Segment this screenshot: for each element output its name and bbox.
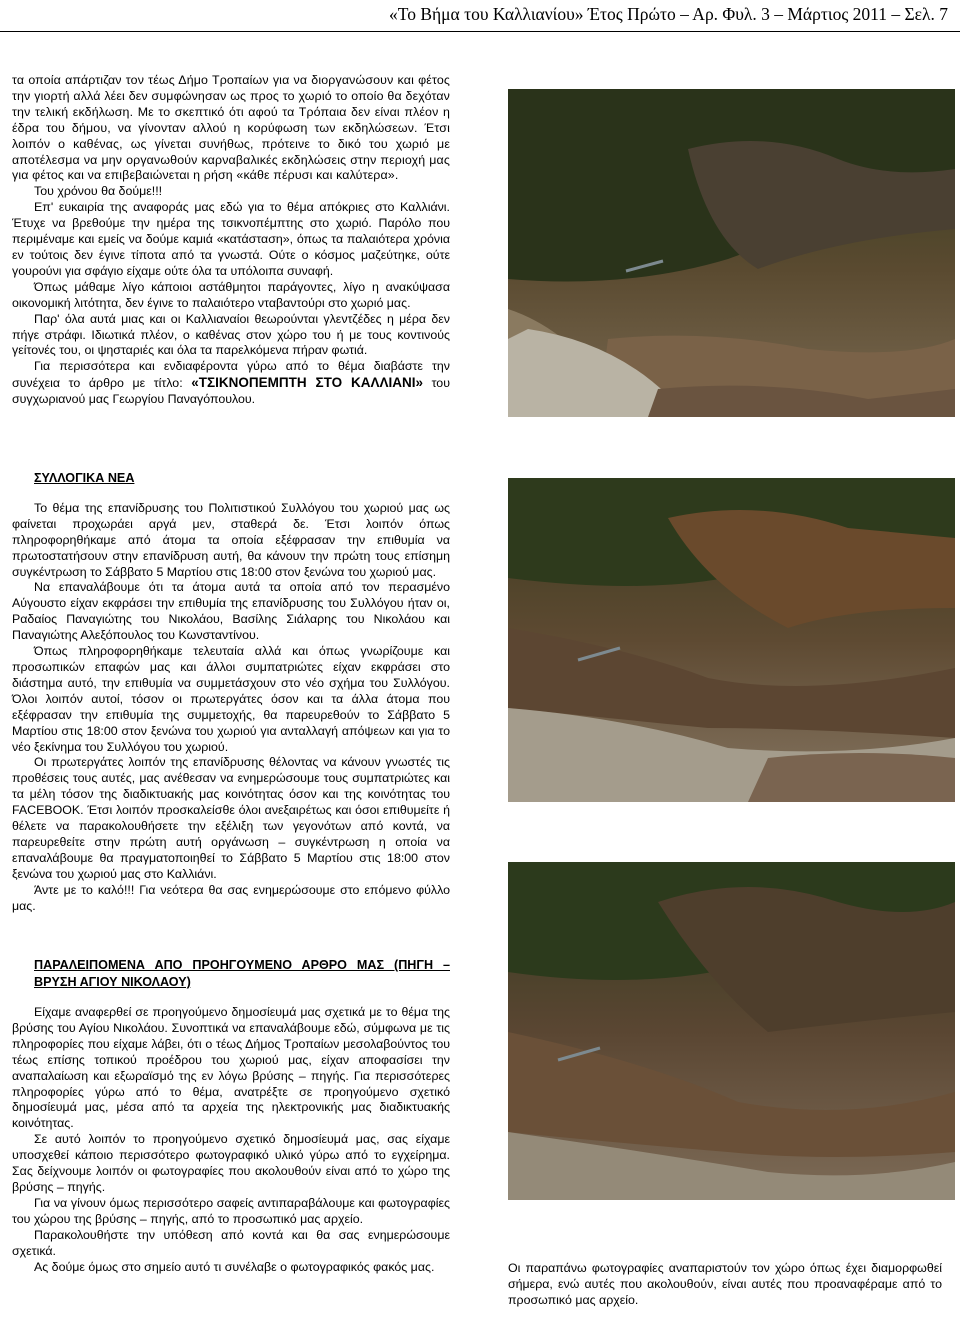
intro-paragraph: Του χρόνου θα δούμε!!!	[34, 184, 163, 199]
paraleipomena-paragraph: Είχαμε αναφερθεί σε προηγούμενο δημοσίευμά μας σχετικά με το θέμα της βρύσης του Αγίου Νικολάου. Συνοπτικά να επαναλάβουμε εδώ, σύμφωνα με τις πληροφορίες που είχαμε λάβει, ότι ο τέως Δήμος Τροπαίων μεσολαβούντος του τέως επίσης τοπικού προέδρου του χωριού μας, είχαν αποφασίσει την αναπαλαίωση και εξωραϊσμό της εν λόγω βρύσης – πηγής. Για περισσότερες πληροφορίες γύρω από το θέμα, ανατρέξτε σε προηγούμενο σχετικό δημοσίευμά μας, μέσα από τα αρχεία της ηλεκτρονικής μας διαδικτυακής κοινότητας.	[12, 1005, 450, 1131]
paraleipomena-paragraph: Ας δούμε όμως στο σημείο αυτό τι συνέλαβε ο φωτογραφικός φακός μας.	[34, 1259, 435, 1274]
syllogika-paragraph: Οι πρωτεργάτες λοιπόν της επανίδρυσης θέλοντας να κάνουν γνωστές τις προθέσεις τους αυτές, μας ανέθεσαν να ενημερώσουμε τους συμπατριώτες και τα μέλη τόσον της διαδικτυακής μας κοινότητας όσον και της κοινότητας του FACEBOOK. Έτσι λοιπόν προσκαλείσθε όλοι ανεξαιρέτως και όσοι επιθυμείτε ή θέλετε να παρακολουθήσετε την εξέλιξη των γεγονότων από κοντά, να παρευρεθείτε στην πρώτη αυτή οργάνωση – συγκέντρωση η οποία να επαναλάβουμε θα πραγματοποιηθεί το Σάββατο 5 Μαρτίου στις 18:00 στον ξενώνα του χωριού μας στο Καλλιάνι.	[12, 755, 450, 881]
intro-paragraph	[12, 359, 450, 408]
header-rule	[0, 31, 960, 32]
article-title-link: «ΤΣΙΚΝΟΠΕΜΠΤΗ ΣΤΟ ΚΑΛΛΙΑΝΙ»	[191, 375, 423, 391]
intro-text: Για περισσότερα και ενδιαφέροντα γύρω από το θέμα διαβάστε την συνέχεια το άρθρο με τίτλο:	[12, 359, 450, 391]
intro-text: του συγχωριανού μας Γεωργίου Παναγόπουλου.	[12, 376, 450, 407]
paraleipomena-paragraph: Παρακολουθήστε την υπόθεση από κοντά και θα σας ενημερώσουμε σχετικά.	[12, 1227, 450, 1258]
photo-caption: Οι παραπάνω φωτογραφίες αναπαριστούν τον χώρο όπως έχει διαμορφωθεί σήμερα, ενώ αυτές που ακολουθούν, είναι αυτές που προαναφέραμε από το προσωπικό μας αρχείο.	[508, 1261, 942, 1308]
intro-paragraph: Επ' ευκαιρία της αναφοράς μας εδώ για το θέμα απόκριες στο Καλλιάνι. Έτυχε να βρεθούμε την ημέρα της τσικνοπέμπτης στο χωριό. Παρόλο που περιμέναμε και εμείς να δούμε καμιά «κατάσταση», όπως τα παλαιότερα χρόνια εν τούτοις δεν έγινε τίποτα από τα γνωστά. Ούτε ο κόσμος μαζεύτηκε, ούτε γουρούνι για σφάγιο είχαμε ούτε όλα τα υπόλοιπα συναφή.	[12, 200, 450, 278]
paraleipomena-paragraph: Σε αυτό λοιπόν το προηγούμενο σχετικό δημοσίευμά μας, σας είχαμε υποσχεθεί κάποιο περισσότερο φωτογραφικό υλικό γύρω από το εγχείρημα. Σας δείχνουμε λοιπόν οι φωτογραφίες που ακολουθούν είναι από το χώρο της βρύσης – πηγής.	[12, 1132, 450, 1194]
photo-spring-1	[508, 89, 955, 417]
intro-paragraph: τα οποία απάρτιζαν τον τέως Δήμο Τροπαίων για να διοργανώσουν και φέτος την γιορτή αλλά λέει δεν συμφώνησαν ως προς το χωριό το οποίο θα δεχόταν την τελική εκδήλωση. Με το σκεπτικό ότι αφού τα Τρόπαια δεν είναι πλέον η έδρα του δήμου, να γίνονταν αλλού η κορύφωση των εκδηλώσεων. Έτσι λοιπόν ο καθένας, ως γίνεται συνήθως, πρότεινε το δικό του χωριό με αποτέλεσμα να μην οργανωθούν καρναβαλικές εκδηλώσεις στην περιοχή μας για φέτος και να επιβεβαιώνεται η ρήση «κάθε πέρυσι και καλύτερα».	[12, 73, 450, 183]
syllogika-paragraph: Να επαναλάβουμε ότι τα άτομα αυτά τα οποία από τον περασμένο Αύγουστο είχαν εκφράσει την επιθυμία της επανίδρυσης του Συλλόγου ήταν οι, Ραδαίος Παναγιώτης του Νικολάου, Βασίλης Σιάλαρης του Νικολάου και Παναγιώτης Αλεξόπουλος του Κωνσταντίνου.	[12, 580, 450, 643]
spacer	[12, 487, 450, 501]
section-heading: ΣΥΛΛΟΓΙΚΑ ΝΕΑ	[34, 471, 135, 485]
page-header: «Το Βήμα του Καλλιανίου» Έτος Πρώτο – Αρ. Φυλ. 3 – Μάρτιος 2011 – Σελ. 7	[388, 4, 948, 24]
syllogika-article	[12, 471, 450, 914]
paraleipomena-article	[12, 957, 450, 1275]
intro-paragraph: Όπως μάθαμε λίγο κάποιοι αστάθμητοι παράγοντες, λίγο η ανακύψασα οικονομική λιτότητα, δεν έγινε το παλαιότερο νταβαντούρι στο χωριό μας.	[12, 279, 450, 310]
intro-paragraph: Παρ' όλα αυτά μιας και οι Καλλιαναίοι θεωρούνται γλεντζέδες η μέρα δεν πήγε στράφι. Ιδιωτικά πλέον, ο καθένας στον χώρο του ή με τους κοντινούς γείτονές του, οι ψησταριές και όλα τα παρελκόμενα πήραν φωτιά.	[12, 311, 450, 358]
section-heading: ΠΑΡΑΛΕΙΠΟΜΕΝΑ ΑΠΟ ΠΡΟΗΓΟΥΜΕΝΟ ΑΡΘΡΟ ΜΑΣ (ΠΗΓΗ – ΒΡΥΣΗ ΑΓΙΟΥ ΝΙΚΟΛΑΟΥ)	[34, 958, 450, 989]
syllogika-paragraph: Το θέμα της επανίδρυσης του Πολιτιστικού Συλλόγου του χωριού μας ως φαίνεται προχωράει αργά μεν, σταθερά δε. Έτσι λοιπόν όπως πληροφορηθήκαμε από άτομα τα οποία εξέφρασαν την επιθυμία να πρωτοστατήσουν στην επανίδρυση αυτή, θα κάνουν την πρώτη τους επίσημη συγκέντρωση το Σάββατο 5 Μαρτίου στις 18:00 στον ξενώνα του χωριού μας.	[12, 500, 450, 579]
photo-spring-2	[508, 478, 955, 802]
syllogika-paragraph: Όπως πληροφορηθήκαμε τελευταία αλλά και όπως γνωρίζουμε και προσωπικών επαφών μας και άλλοι συμπατριώτες είχαν εκφράσει στο διάστημα αυτό, την επιθυμία να συμμετάσχουν στο νέο σχήμα του Συλλόγου. Όλοι λοιπόν αυτοί, τόσον οι πρωτεργάτες όσον και τα άλλα άτομα που εξέφρασαν την επιθυμία της συμμετοχής, θα παρευρεθούν το Σάββατο 5 Μαρτίου στις 18:00 στον ξενώνα του χωριού για ανταλλαγή απόψεων και για το νέο ξεκίνημα του Συλλόγου του χωριού.	[12, 644, 450, 754]
paraleipomena-paragraph: Για να γίνουν όμως περισσότερο σαφείς αντιπαραβάλουμε και φωτογραφίες του χώρου της βρύσης – πηγής, από το προσωπικό μας αρχείο.	[12, 1195, 450, 1226]
syllogika-paragraph: Άντε με το καλό!!! Για νεότερα θα σας ενημερώσουμε στο επόμενο φύλλο μας.	[12, 882, 450, 913]
photo-spring-3	[508, 862, 955, 1200]
intro-article	[12, 73, 450, 408]
spacer	[12, 991, 450, 1005]
